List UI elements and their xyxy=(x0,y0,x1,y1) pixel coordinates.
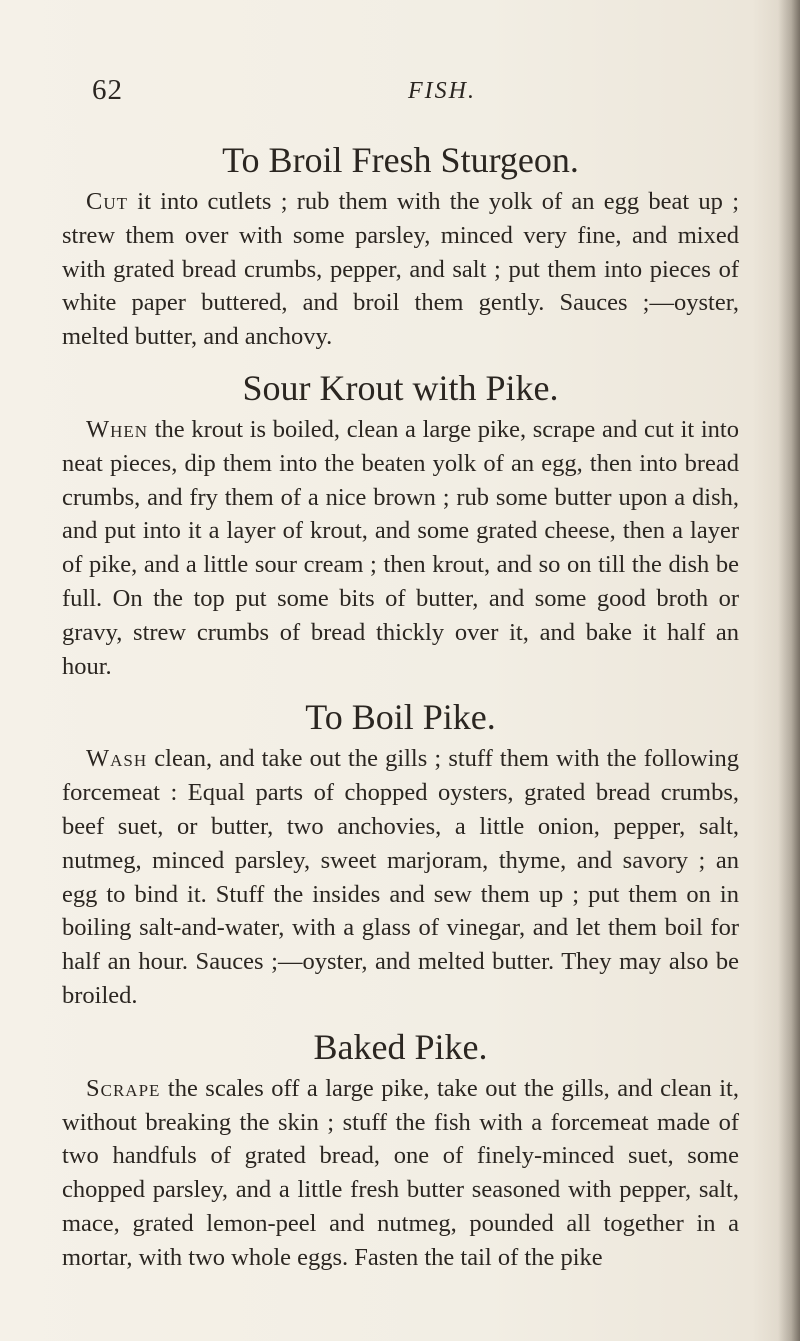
recipe-title: To Boil Pike. xyxy=(305,697,496,738)
recipe-body-text: clean, and take out the gills ; stuff them with the following forcemeat : Equal parts of chopped oysters, grated bread crumbs, beef suet, or butter, two anchovies, a little onion, pepper, salt, nutmeg, minced parsley, sweet marjoram, thyme, and savory ; an egg to bind it. Stuff the insides and sew them up ; put them on in boiling salt-and-water, with a glass of vinegar, and let them boil for half an hour. Sauces ;—oyster, and melted butter. They may also be broiled. xyxy=(62,745,739,1009)
recipe-broil-sturgeon xyxy=(62,138,739,354)
recipe-text xyxy=(62,742,739,1012)
recipe-title: Sour Krout with Pike. xyxy=(242,367,559,408)
recipe-lead-word: Cut xyxy=(86,188,129,215)
recipe-text xyxy=(62,185,739,354)
recipe-text xyxy=(62,413,739,683)
running-head: FISH. xyxy=(408,78,476,104)
recipe-title: To Broil Fresh Sturgeon. xyxy=(222,140,579,180)
recipe-sour-krout-pike xyxy=(62,366,739,683)
recipe-baked-pike xyxy=(62,1025,739,1275)
page-content xyxy=(62,138,739,1287)
page-edge-shadow xyxy=(778,0,800,1341)
page-header xyxy=(92,74,712,114)
page-number: 62 xyxy=(92,74,123,106)
recipe-lead-word: Wash xyxy=(86,745,148,773)
recipe-title: Baked Pike. xyxy=(313,1026,488,1067)
recipe-text xyxy=(62,1072,739,1275)
recipe-body-text: it into cutlets ; rub them with the yolk of an egg beat up ; strew them over with some parsley, minced very fine, and mixed with grated bread crumbs, pepper, and salt ; put them into pieces of white paper buttered, and broil them gently. Sauces ;—oyster, melted butter, and anchovy. xyxy=(62,188,739,351)
recipe-body-text: the scales off a large pike, take out the gills, and clean it, without breaking the skin ; stuff the fish with a forcemeat made of two handfuls of grated bread, one of finely-minced suet, some chopped parsley, and a little fresh butter seasoned with pepper, salt, mace, grated lemon-peel and nutmeg, pounded all together in a mortar, with two whole eggs. Fasten the tail of the pike xyxy=(62,1074,739,1271)
recipe-lead-word: When xyxy=(86,415,149,443)
recipe-body-text: the krout is boiled, clean a large pike, scrape and cut it into neat pieces, dip them into the beaten yolk of an egg, then into bread crumbs, and fry them of a nice brown ; rub some butter upon a dish, and put into it a layer of krout, and some grated cheese, then a layer of pike, and a little sour cream ; then krout, and so on till the dish be full. On the top put some bits of butter, and some good broth or gravy, strew crumbs of bread thickly over it, and bake it half an hour. xyxy=(62,415,739,680)
recipe-lead-word: Scrape xyxy=(86,1074,161,1102)
recipe-boil-pike xyxy=(62,695,739,1012)
